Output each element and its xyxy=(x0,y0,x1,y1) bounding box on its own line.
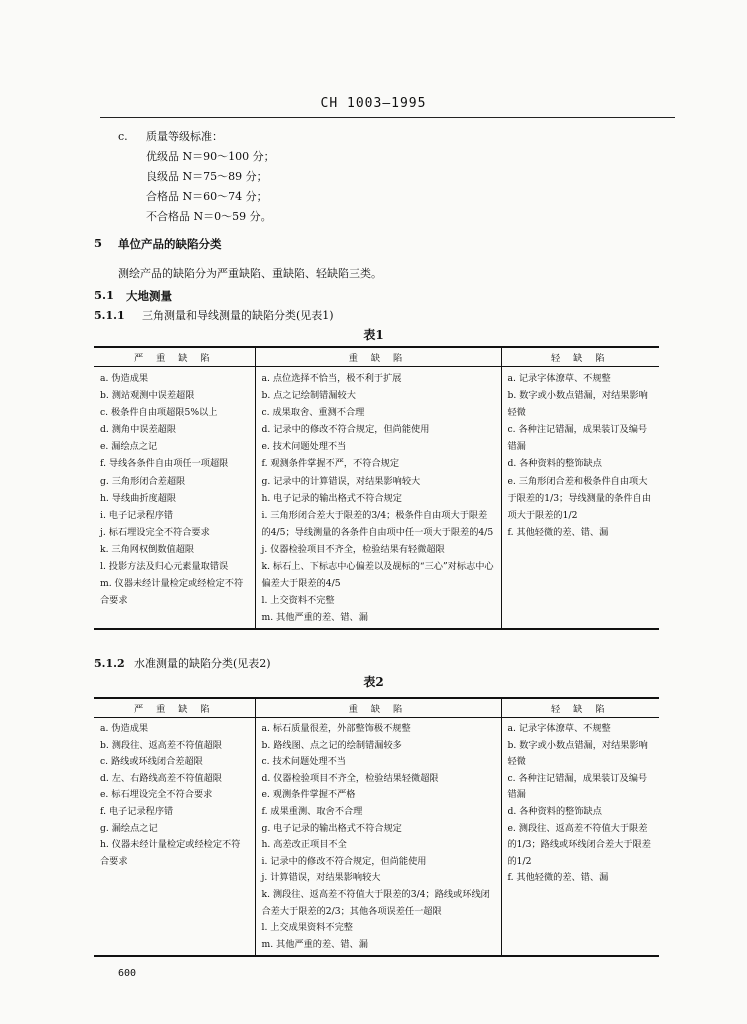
list-item: i. 电子记录程序错 xyxy=(100,509,174,521)
section-5-title: 单位产品的缺陷分类 xyxy=(118,237,222,251)
table1-header-severe: 严 重 缺 陷 xyxy=(94,347,255,367)
section-5-1-number: 5.1 xyxy=(94,288,115,302)
table1-header-minor: 轻 缺 陷 xyxy=(501,347,659,367)
list-item: l. 上交资料不完整 xyxy=(261,595,335,607)
section-5-1-1-number: 5.1.1 xyxy=(94,309,125,322)
list-item: l. 上交成果资料不完整 xyxy=(261,922,353,934)
list-item: d. 左、右路线高差不符值超限 xyxy=(100,772,222,784)
list-item: j. 标石埋设完全不符合要求 xyxy=(100,526,210,538)
table1-major-cell xyxy=(255,367,501,630)
list-item: h. 导线曲折度超限 xyxy=(100,492,177,504)
list-item: m. 其他严重的差、错、漏 xyxy=(261,612,368,624)
table2-body-row xyxy=(94,718,659,957)
table1-title: 表1 xyxy=(363,328,384,342)
table1-header-row xyxy=(94,347,659,367)
section-5-1-2-number: 5.1.2 xyxy=(94,657,125,670)
list-item: g. 三角形闭合差超限 xyxy=(100,475,186,487)
list-item: h. 电子记录的输出格式不符合规定 xyxy=(261,492,402,504)
table2-header-minor: 轻 缺 陷 xyxy=(501,698,659,718)
list-item: a. 记录字体潦草、不规整 xyxy=(507,373,611,384)
table1 xyxy=(94,346,659,630)
list-item: b. 数字或小数点错漏，对结果影响轻微 xyxy=(507,390,648,419)
quality-label: c. xyxy=(118,130,128,143)
list-item: b. 测段往、返高差不符值超限 xyxy=(100,739,222,751)
table2-minor-cell xyxy=(501,718,659,957)
list-item: e. 三角形闭合差和极条件自由项大于限差的1/3；导线测量的条件自由项大于限差的1/2 xyxy=(507,475,651,521)
list-item: c. 成果取舍、重测不合理 xyxy=(261,407,365,419)
table1-body-row xyxy=(94,367,659,630)
list-item: g. 电子记录的输出格式不符合规定 xyxy=(261,822,402,834)
list-item: d. 各种资料的整饰缺点 xyxy=(507,805,602,817)
list-item: c. 各种注记错漏，成果装订及编号错漏 xyxy=(507,772,648,801)
list-item: a. 记录字体潦草、不规整 xyxy=(507,723,611,734)
list-item: f. 导线各条件自由项任一项超限 xyxy=(100,458,229,470)
list-item: e. 测段往、返高差不符值大于限差的1/3；路线或环线闭合差大于限差的1/2 xyxy=(507,822,651,867)
list-item: j. 计算错误，对结果影响较大 xyxy=(261,872,381,884)
section-5-1-title: 大地测量 xyxy=(126,289,172,303)
table2-header-severe: 严 重 缺 陷 xyxy=(94,698,255,718)
table2-major-cell xyxy=(255,718,501,957)
list-item: c. 各种注记错漏，成果装订及编号错漏 xyxy=(507,424,648,453)
page-number: 600 xyxy=(118,968,137,979)
list-item: b. 点之记绘制错漏较大 xyxy=(261,390,356,402)
list-item: m. 仪器未经计量检定或经检定不符合要求 xyxy=(100,578,244,607)
table2-header-row xyxy=(94,698,659,718)
table1-severe-cell xyxy=(94,367,255,630)
grade-excellent: 优级品 N＝90～100 分； xyxy=(146,150,275,163)
list-item: a. 伪造成果 xyxy=(100,723,149,734)
list-item: g. 漏绘点之记 xyxy=(100,822,158,834)
list-item: b. 数字或小数点错漏，对结果影响轻微 xyxy=(507,739,648,768)
list-item: a. 伪造成果 xyxy=(100,373,149,384)
list-item: h. 仪器未经计量检定或经检定不符合要求 xyxy=(100,839,241,867)
list-item: e. 标石埋设完全不符合要求 xyxy=(100,789,213,801)
list-item: k. 标石上、下标志中心偏差以及觇标的“三心”对标志中心偏差大于限差的4/5 xyxy=(261,561,494,590)
section-5-intro: 测绘产品的缺陷分为严重缺陷、重缺陷、轻缺陷三类。 xyxy=(118,267,382,280)
list-item: b. 测站观测中误差超限 xyxy=(100,390,195,402)
page-header: CH 1003—1995 xyxy=(320,96,427,111)
quality-title: 质量等级标准： xyxy=(146,130,223,143)
list-item: c. 路线或环线闭合差超限 xyxy=(100,756,203,768)
list-item: l. 投影方法及归心元素量取错误 xyxy=(100,561,229,573)
list-item: f. 其他轻微的差、错、漏 xyxy=(507,526,609,538)
list-item: f. 观测条件掌握不严，不符合规定 xyxy=(261,458,400,470)
list-item: e. 技术问题处理不当 xyxy=(261,441,347,453)
list-item: d. 仪器检验项目不齐全，检验结果轻微超限 xyxy=(261,772,439,784)
grade-good: 良级品 N＝75～89 分； xyxy=(146,170,268,183)
section-5-1-1-title: 三角测量和导线测量的缺陷分类(见表1) xyxy=(142,309,334,322)
table2 xyxy=(94,697,659,957)
list-item: k. 三角网权倒数值超限 xyxy=(100,543,195,555)
list-item: d. 各种资料的整饰缺点 xyxy=(507,458,602,470)
section-5-1-2-title: 水准测量的缺陷分类(见表2) xyxy=(134,657,271,670)
list-item: a. 点位选择不恰当，极不利于扩展 xyxy=(261,373,402,384)
table1-minor-cell xyxy=(501,367,659,630)
list-item: b. 路线图、点之记的绘制错漏较多 xyxy=(261,739,402,751)
list-item: e. 观测条件掌握不严格 xyxy=(261,789,356,801)
list-item: i. 记录中的修改不符合规定，但尚能使用 xyxy=(261,855,427,867)
section-5-number: 5 xyxy=(94,236,103,250)
list-item: d. 记录中的修改不符合规定，但尚能使用 xyxy=(261,424,430,436)
table2-title: 表2 xyxy=(363,675,384,689)
list-item: h. 高差改正项目不全 xyxy=(261,839,347,851)
list-item: m. 其他严重的差、错、漏 xyxy=(261,938,368,950)
table2-header-major: 重 缺 陷 xyxy=(255,698,501,718)
list-item: f. 成果重测、取舍不合理 xyxy=(261,805,363,817)
list-item: k. 测段往、返高差不符值大于限差的3/4；路线或环线闭合差大于限差的2/3；其他各项误差任一超限 xyxy=(261,888,490,917)
table2-severe-cell xyxy=(94,718,255,957)
list-item: i. 三角形闭合差大于限差的3/4；极条件自由项大于限差的4/5；导线测量的各条件自由项中任一项大于限差的4/5 xyxy=(261,509,494,538)
list-item: d. 测角中误差超限 xyxy=(100,424,177,436)
grade-pass: 合格品 N＝60～74 分； xyxy=(146,190,268,203)
list-item: a. 标石质量很差，外部整饰极不规整 xyxy=(261,723,411,734)
list-item: g. 记录中的计算错误，对结果影响较大 xyxy=(261,475,421,487)
list-item: c. 极条件自由项超限5%以上 xyxy=(100,407,218,419)
header-rule xyxy=(100,117,675,118)
list-item: e. 漏绘点之记 xyxy=(100,441,158,453)
list-item: f. 其他轻微的差、错、漏 xyxy=(507,872,609,884)
table1-header-major: 重 缺 陷 xyxy=(255,347,501,367)
grade-fail: 不合格品 N＝0～59 分。 xyxy=(146,210,272,223)
list-item: c. 技术问题处理不当 xyxy=(261,756,346,768)
list-item: j. 仪器检验项目不齐全，检验结果有轻微超限 xyxy=(261,543,445,555)
list-item: f. 电子记录程序错 xyxy=(100,805,174,817)
